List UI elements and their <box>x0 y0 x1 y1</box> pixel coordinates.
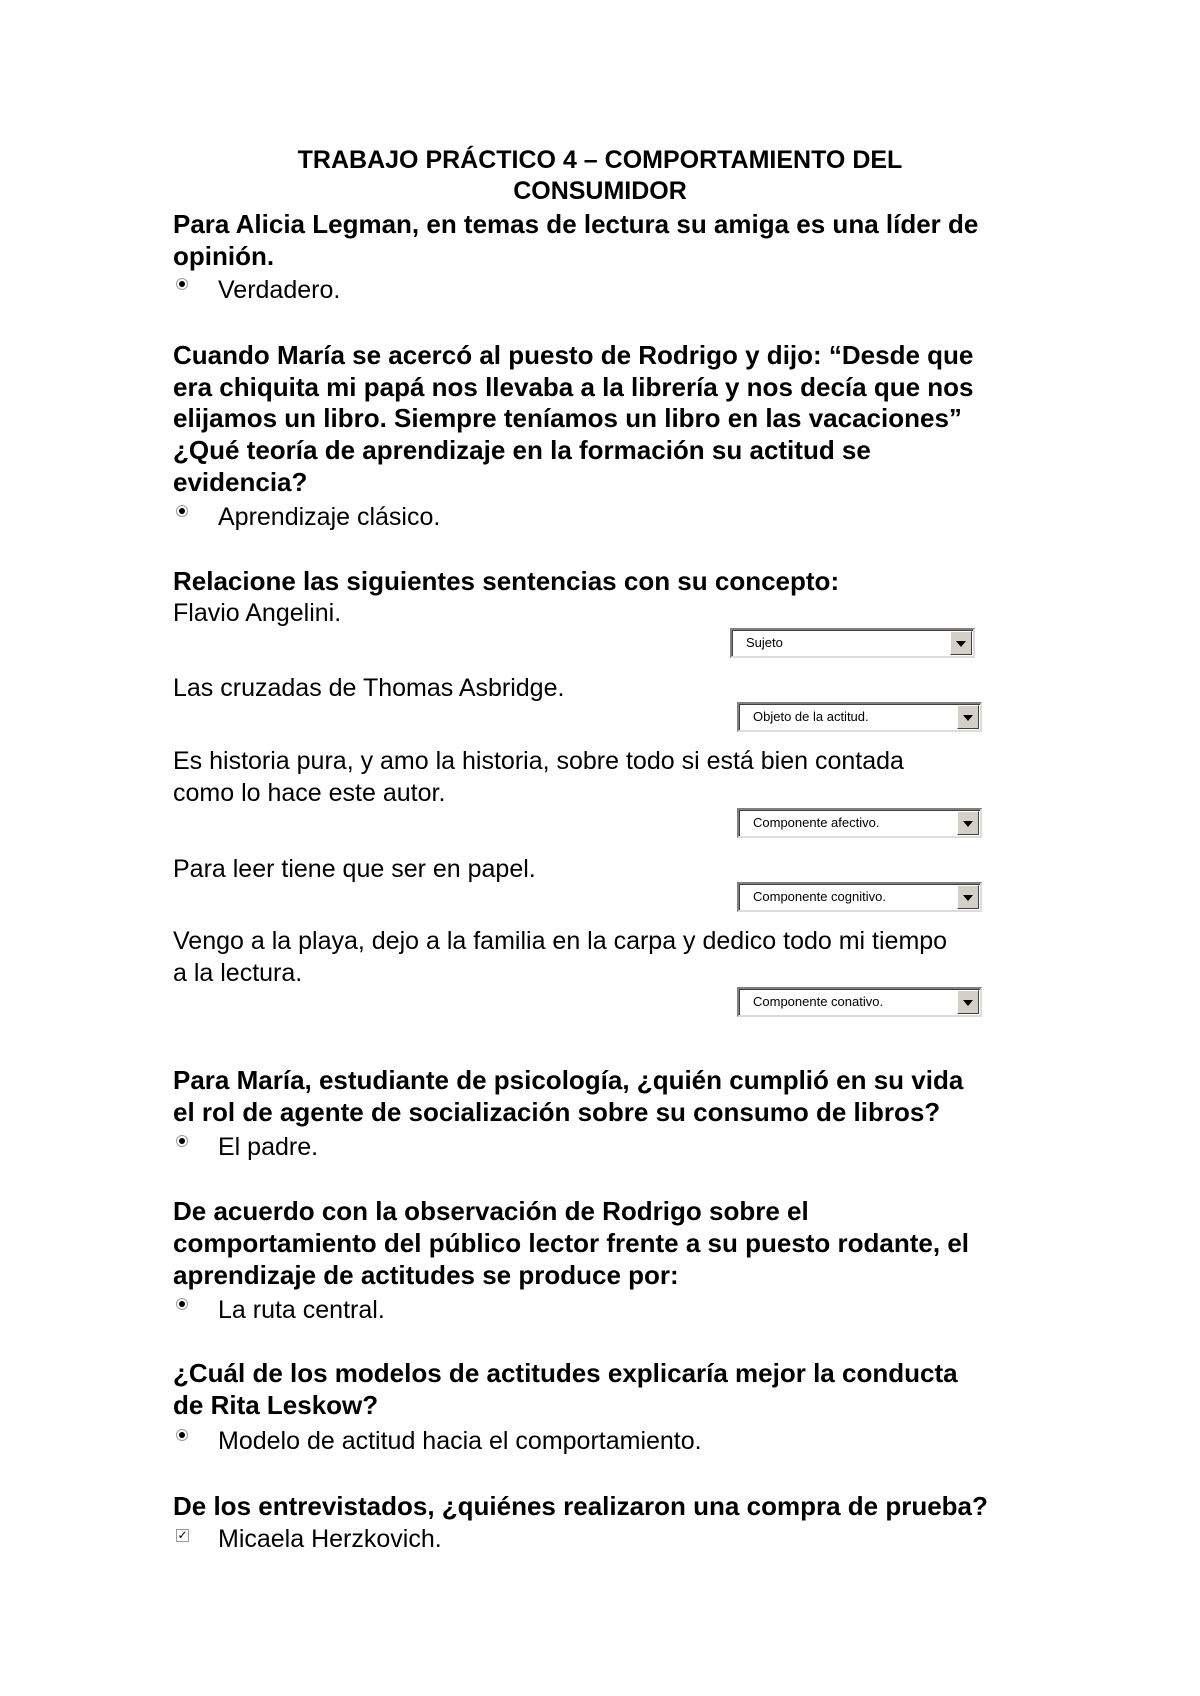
question-3-heading: Relacione las siguientes sentencias con su concepto: <box>173 566 840 596</box>
question-4-line-2: el rol de agente de socialización sobre su consumo de libros? <box>173 1097 941 1127</box>
answer-2-radio[interactable] <box>176 505 188 517</box>
question-6-line-1: ¿Cuál de los modelos de actitudes explicaría mejor la conducta <box>173 1358 958 1388</box>
answer-7-checkbox[interactable]: ✓ <box>177 1528 188 1542</box>
answer-2-text: Aprendizaje clásico. <box>218 503 441 531</box>
match-3-statement-line-1: Es historia pura, y amo la historia, sobre todo si está bien contada <box>173 747 904 775</box>
question-7-line-1: De los entrevistados, ¿quiénes realizaron una compra de prueba? <box>173 1491 988 1521</box>
match-5-statement-line-1: Vengo a la playa, dejo a la familia en la carpa y dedico todo mi tiempo <box>173 927 948 955</box>
answer-6-text: Modelo de actitud hacia el comportamiento. <box>218 1427 702 1455</box>
match-5-select[interactable] <box>737 987 982 1017</box>
question-2-line-3: elijamos un libro. Siempre teníamos un libro en las vacaciones” <box>173 403 962 433</box>
match-2-statement: Las cruzadas de Thomas Asbridge. <box>173 674 565 702</box>
question-6-line-2: de Rita Leskow? <box>173 1390 379 1420</box>
chevron-down-icon[interactable] <box>957 705 979 729</box>
chevron-down-icon[interactable] <box>950 631 972 655</box>
question-5-line-2: comportamiento del público lector frente a su puesto rodante, el <box>173 1228 970 1258</box>
answer-5-radio[interactable] <box>176 1298 188 1310</box>
question-5-line-1: De acuerdo con la observación de Rodrigo sobre el <box>173 1196 809 1226</box>
match-4-statement: Para leer tiene que ser en papel. <box>173 855 536 883</box>
match-1-statement: Flavio Angelini. <box>173 599 342 627</box>
match-2-select[interactable] <box>737 702 982 732</box>
title-line-2: CONSUMIDOR <box>513 177 687 205</box>
answer-4-radio[interactable] <box>176 1135 188 1147</box>
match-1-selected-value: Sujeto <box>746 635 783 650</box>
question-1-line-2: opinión. <box>173 241 275 271</box>
match-2-selected-value: Objeto de la actitud. <box>753 709 869 724</box>
question-2-line-2: era chiquita mi papá nos llevaba a la librería y nos decía que nos <box>173 372 974 402</box>
match-3-statement-line-2: como lo hace este autor. <box>173 779 446 807</box>
question-2-line-4: ¿Qué teoría de aprendizaje en la formación su actitud se <box>173 435 871 465</box>
match-5-selected-value: Componente conativo. <box>753 994 884 1009</box>
chevron-down-icon[interactable] <box>957 990 979 1014</box>
answer-6-radio[interactable] <box>176 1429 188 1441</box>
answer-7-text: Micaela Herzkovich. <box>218 1525 442 1553</box>
answer-4-text: El padre. <box>218 1133 319 1161</box>
match-4-selected-value: Componente cognitivo. <box>753 889 886 904</box>
question-4-line-1: Para María, estudiante de psicología, ¿quién cumplió en su vida <box>173 1065 964 1095</box>
answer-5-text: La ruta central. <box>218 1296 385 1324</box>
match-5-statement-line-2: a la lectura. <box>173 959 303 987</box>
match-3-selected-value: Componente afectivo. <box>753 815 880 830</box>
answer-1-radio[interactable] <box>176 278 188 290</box>
question-2-line-1: Cuando María se acercó al puesto de Rodrigo y dijo: “Desde que <box>173 340 974 370</box>
chevron-down-icon[interactable] <box>957 885 979 909</box>
question-1-line-1: Para Alicia Legman, en temas de lectura su amiga es una líder de <box>173 209 979 239</box>
match-1-select[interactable] <box>730 628 975 658</box>
match-3-select[interactable] <box>737 808 982 838</box>
match-4-select[interactable] <box>737 882 982 912</box>
chevron-down-icon[interactable] <box>957 811 979 835</box>
question-2-line-5: evidencia? <box>173 467 308 497</box>
title-line-1: TRABAJO PRÁCTICO 4 – COMPORTAMIENTO DEL <box>297 146 903 174</box>
answer-1-text: Verdadero. <box>218 276 341 304</box>
question-5-line-3: aprendizaje de actitudes se produce por: <box>173 1260 679 1290</box>
